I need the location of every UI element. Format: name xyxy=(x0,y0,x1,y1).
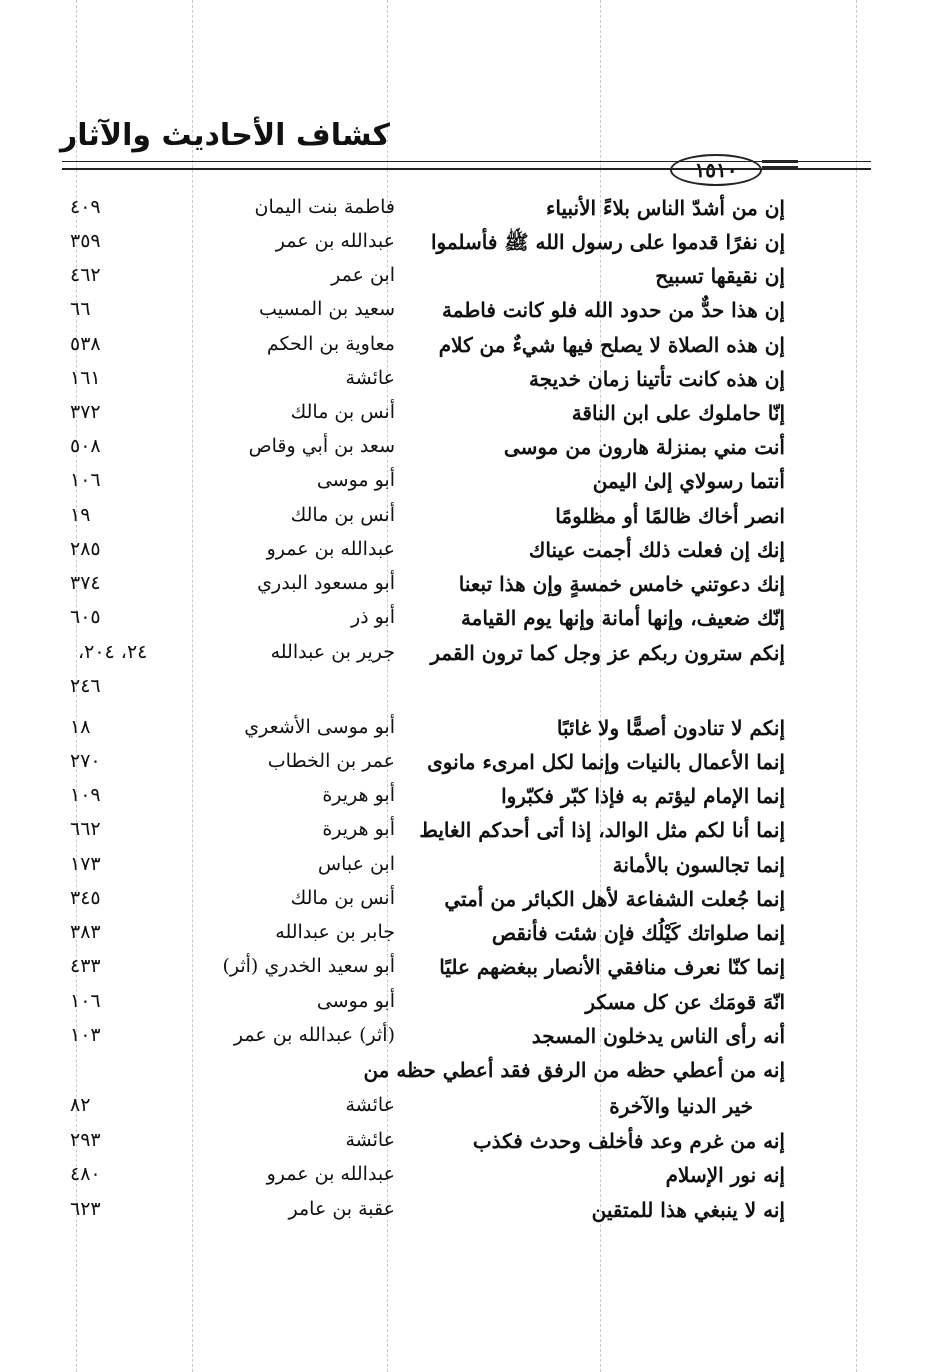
hadith-text: إنكم سترون ربكم عز وجل كما ترون القمر xyxy=(430,641,785,665)
index-row xyxy=(0,641,933,675)
page-reference: ١٨ xyxy=(70,716,91,738)
narrator-name: عائشة xyxy=(345,367,395,389)
index-row xyxy=(0,784,933,818)
hadith-text: إنكم لا تنادون أصمًّا ولا غائبًا xyxy=(556,716,785,740)
narrator-name: أبو هريرة xyxy=(322,784,395,806)
hadith-text: إنّك ضعيف، وإنها أمانة وإنها يوم القيامة xyxy=(460,606,785,630)
narrator-name: سعد بن أبي وقاص xyxy=(248,435,395,457)
narrator-name: أنس بن مالك xyxy=(290,887,395,909)
hadith-text: إنك إن فعلت ذلك أجمت عيناك xyxy=(528,538,785,562)
hadith-text: إنه من غرم وعد فأخلف وحدث فكذب xyxy=(472,1129,785,1153)
hadith-text: إنه لا ينبغي هذا للمتقين xyxy=(591,1198,785,1222)
hadith-text: إنّا حاملوك على ابن الناقة xyxy=(571,401,785,425)
narrator-name: عمر بن الخطاب xyxy=(267,750,395,772)
page-reference: ١٧٣ xyxy=(70,853,101,875)
page-reference: ٤٠٩ xyxy=(70,196,101,218)
hadith-text: أنه رأى الناس يدخلون المسجد xyxy=(531,1024,785,1048)
narrator-name: جرير بن عبدالله xyxy=(270,641,395,663)
page-reference: ٣٧٤ xyxy=(70,572,101,594)
page-reference: ١٦١ xyxy=(70,367,101,389)
narrator-name: عبدالله بن عمرو xyxy=(266,538,395,560)
index-row xyxy=(0,1198,933,1232)
hadith-text: إنما جُعلت الشفاعة لأهل الكبائر من أمتي xyxy=(444,887,785,911)
hadith-text: انصر أخاك ظالمًا أو مظلومًا xyxy=(555,504,785,528)
page-reference: ١٠٦ xyxy=(70,990,101,1012)
narrator-name: أبو ذر xyxy=(350,606,395,628)
hadith-text: أنتما رسولاي إلىٰ اليمن xyxy=(592,469,785,493)
page-reference: ٤٣٣ xyxy=(70,955,101,977)
narrator-name: عقبة بن عامر xyxy=(288,1198,395,1220)
index-row xyxy=(0,955,933,989)
narrator-name: أبو سعيد الخدري (أثر) xyxy=(222,955,395,977)
index-row xyxy=(0,1094,933,1128)
hadith-text: إن هذه الصلاة لا يصلح فيها شيءٌ من كلام xyxy=(438,333,785,357)
page-reference: ٢٤، ٢٠٤، xyxy=(78,641,148,663)
narrator-name: (أثر) عبدالله بن عمر xyxy=(233,1024,395,1046)
hadith-text: إنما أنا لكم مثل الوالد، إذا أتى أحدكم الغايط xyxy=(419,818,785,842)
index-row xyxy=(0,401,933,435)
index-row xyxy=(0,196,933,230)
index-row xyxy=(0,572,933,606)
page-reference: ١٠٦ xyxy=(70,469,101,491)
narrator-name: أبو موسى xyxy=(316,990,395,1012)
hadith-text: إنما الأعمال بالنيات وإنما لكل امرىء مانوى xyxy=(427,750,785,774)
index-row xyxy=(0,887,933,921)
page-number: ١٥١٠ xyxy=(670,154,762,186)
hadith-text: إن هذا حدٌّ من حدود الله فلو كانت فاطمة xyxy=(442,298,785,322)
page-reference: ٣٧٢ xyxy=(70,401,101,423)
page-reference: ٣٨٣ xyxy=(70,921,101,943)
page-reference: ٢٧٠ xyxy=(70,750,101,772)
narrator-name: سعيد بن المسيب xyxy=(258,298,395,320)
index-row xyxy=(0,230,933,264)
hadith-text: إنما الإمام ليؤتم به فإذا كبّر فكبّروا xyxy=(501,784,785,808)
narrator-name: أنس بن مالك xyxy=(290,504,395,526)
header-rule xyxy=(62,161,871,162)
page-reference: ٢٨٥ xyxy=(70,538,101,560)
page-reference: ٨٢ xyxy=(70,1094,91,1116)
hadith-text-continuation: خير الدنيا والآخرة xyxy=(609,1094,753,1118)
hadith-text: إنما صلواتك كَيْلُك فإن شئت فأنقص xyxy=(491,921,785,945)
page-reference: ١٠٩ xyxy=(70,784,101,806)
hadith-text: إنه من أعطي حظه من الرفق فقد أعطي حظه من xyxy=(363,1058,785,1082)
index-row xyxy=(0,606,933,640)
hadith-text: إن هذه كانت تأتينا زمان خديجة xyxy=(528,367,785,391)
hadith-text: إن نقيقها تسبيح xyxy=(655,264,785,288)
narrator-name: أبو موسى xyxy=(316,469,395,491)
page-reference: ٦٦ xyxy=(70,298,91,320)
index-row xyxy=(0,750,933,784)
hadith-text: إنه نور الإسلام xyxy=(665,1163,785,1187)
narrator-name: ابن عمر xyxy=(331,264,395,286)
hadith-text: أنت مني بمنزلة هارون من موسى xyxy=(503,435,785,459)
page-reference: ٦٢٣ xyxy=(70,1198,101,1220)
narrator-name: فاطمة بنت اليمان xyxy=(254,196,395,218)
page-reference: ١٠٣ xyxy=(70,1024,101,1046)
hadith-text: إنما تجالسون بالأمانة xyxy=(612,853,785,877)
index-row xyxy=(0,367,933,401)
index-row xyxy=(0,538,933,572)
hadith-text: إن نفرًا قدموا على رسول الله ﷺ فأسلموا xyxy=(430,230,785,254)
header-rule xyxy=(62,168,871,170)
index-row xyxy=(0,469,933,503)
narrator-name: أبو مسعود البدري xyxy=(257,572,395,594)
narrator-name: أبو موسى الأشعري xyxy=(244,716,395,738)
index-row xyxy=(0,504,933,538)
index-row xyxy=(0,853,933,887)
page-reference: ٣٤٥ xyxy=(70,887,101,909)
index-row xyxy=(0,675,933,709)
narrator-name: عبدالله بن عمر xyxy=(275,230,395,252)
index-row xyxy=(0,716,933,750)
page-reference: ٣٥٩ xyxy=(70,230,101,252)
index-row xyxy=(0,1058,933,1092)
index-row xyxy=(0,333,933,367)
index-row xyxy=(0,818,933,852)
page-reference: ٤٦٢ xyxy=(70,264,101,286)
narrator-name: أنس بن مالك xyxy=(290,401,395,423)
hadith-text: إنما كنّا نعرف منافقي الأنصار ببغضهم عليًا xyxy=(439,955,785,979)
narrator-name: أبو هريرة xyxy=(322,818,395,840)
narrator-name: معاوية بن الحكم xyxy=(266,333,395,355)
page-reference: ١٩ xyxy=(70,504,91,526)
hadith-text: إن من أشدّ الناس بلاءً الأنبياء xyxy=(545,196,785,220)
index-row xyxy=(0,1024,933,1058)
page-reference: ٦٠٥ xyxy=(70,606,101,628)
index-row xyxy=(0,1129,933,1163)
narrator-name: ابن عباس xyxy=(317,853,395,875)
index-row xyxy=(0,435,933,469)
page-reference: ٤٨٠ xyxy=(70,1163,101,1185)
narrator-name: عبدالله بن عمرو xyxy=(266,1163,395,1185)
page-reference: ٥٠٨ xyxy=(70,435,101,457)
page-reference: ٦٦٢ xyxy=(70,818,101,840)
hadith-text: إنك دعوتني خامس خمسةٍ وإن هذا تبعنا xyxy=(458,572,785,596)
narrator-name: عائشة xyxy=(345,1094,395,1116)
running-title: كشاف الأحاديث والآثار xyxy=(60,118,390,153)
index-row xyxy=(0,921,933,955)
page-reference: ٥٣٨ xyxy=(70,333,101,355)
narrator-name: جابر بن عبدالله xyxy=(275,921,395,943)
index-row xyxy=(0,298,933,332)
page-reference: ٢٤٦ xyxy=(70,675,101,697)
index-row xyxy=(0,1163,933,1197)
index-row xyxy=(0,264,933,298)
index-row xyxy=(0,990,933,1024)
narrator-name: عائشة xyxy=(345,1129,395,1151)
page-reference: ٢٩٣ xyxy=(70,1129,101,1151)
hadith-text: انّهَ قومَك عن كل مسكر xyxy=(585,990,785,1014)
